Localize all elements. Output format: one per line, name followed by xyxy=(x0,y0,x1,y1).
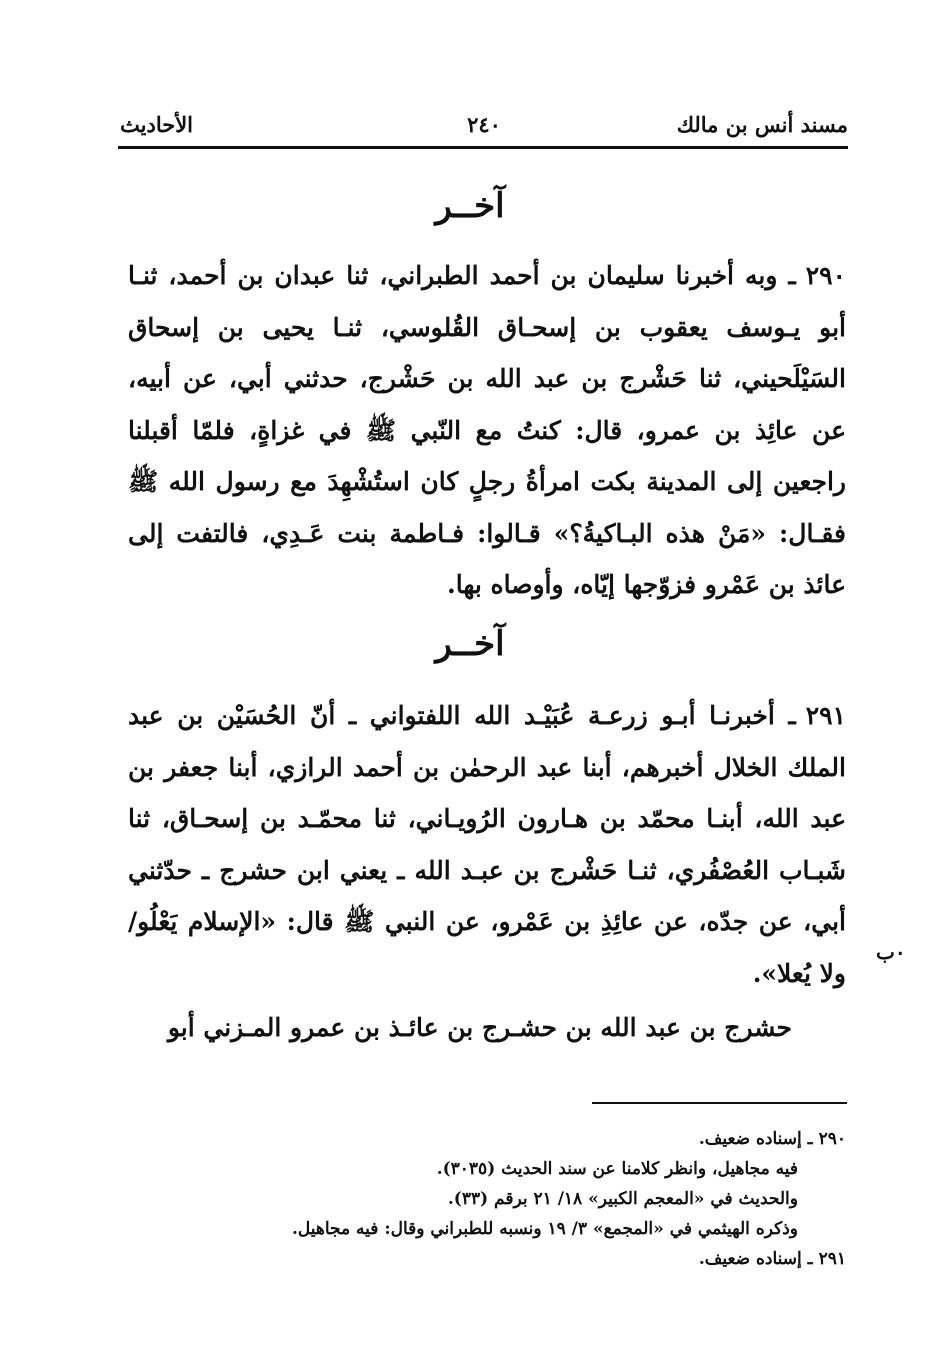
hadith-number: ٢٩١ xyxy=(805,701,846,730)
section-title: آخــر xyxy=(435,186,505,226)
footnote-line: فيه مجاهيل، وانظر كلامنا عن سند الحديث (٣٠٣٥). xyxy=(436,1159,798,1179)
section-title: آخــر xyxy=(435,624,505,664)
hadith-paragraph xyxy=(128,250,846,611)
section-name: الأحاديث xyxy=(120,112,194,137)
footnote-rule xyxy=(592,1102,847,1104)
footnote-line: ٢٩١ ـ إسناده ضعيف. xyxy=(698,1249,846,1269)
page-header xyxy=(120,112,848,148)
margin-note: ٠ب xyxy=(876,940,906,964)
footnotes xyxy=(200,1124,846,1274)
footnote-line: وذكره الهيثمي في «المجمع» ٣/ ١٩ ونسبه للطبراني وقال: فيه مجاهيل. xyxy=(291,1219,798,1239)
header-rule xyxy=(118,146,848,149)
hadith-text: ـ وبه أخبرنا سليمان بن أحمد الطبراني، ثنا عبدان بن أحمد، ثنـا أبو يـوسف يعقوب بن إسحـاق القُلوسي، ثنـا يحيى بن إسحاق السَيْلَحيني، ثنا حَشْرج بن عبد الله بن حَشْرج، حدثني أبي، عن أبيه، عن عائِذ بن عمرو، قال: كنتُ مع النّبي ﷺ في غزاةٍ، فلمّا أقبلنا راجعين إلى المدينة بكت امرأةُ رجلٍ كان استُشْهِدَ مع رسول الله ﷺ فقـال: «مَنْ هذه البـاكيةُ؟» قـالوا: فـاطمة بنت عَـدِي، فالتفت إلى عائذ بن عَمْرو فزوّجها إيّاه، وأوصاه بها. xyxy=(128,261,846,599)
footnote-line: والحديث في «المعجم الكبير» ١٨/ ٢١ برقم (٣٣). xyxy=(447,1189,798,1209)
trailing-text: حشرج بن عبد الله بن حشـرج بن عائـذ بن عمرو المـزني أبو xyxy=(167,1013,792,1042)
hadith-paragraph xyxy=(128,690,846,999)
page-number: ٢٤٠ xyxy=(467,112,501,137)
hadith-text: ـ أخبرنـا أبـو زرعـة عُبَيْـد الله اللفتواني ـ أنّ الحُسَيْن بن عبد الملك الخلال أخبرهم، أبنا عبد الرحمٰن بن أحمد الرازي، أبنا جعفر بن عبد الله، أبنـا محمّد بن هـارون الرُويـاني، ثنا محمّـد بن إسحـاق، ثنا شَبـاب العُصْفُري، ثنـا حَشْرج بن عبـد الله ـ يعني ابن حشرج ـ حدّثني أبي، عن جدّه، عن عائِذِ بن عَمْرو، عن النبي ﷺ قال: «الإسلام يَعْلُو/ ولا يُعلا». xyxy=(128,701,846,988)
footnote-line: ٢٩٠ ـ إسناده ضعيف. xyxy=(698,1129,846,1149)
hadith-number: ٢٩٠ xyxy=(805,261,846,290)
book-title: مسند أنس بن مالك xyxy=(676,112,848,137)
